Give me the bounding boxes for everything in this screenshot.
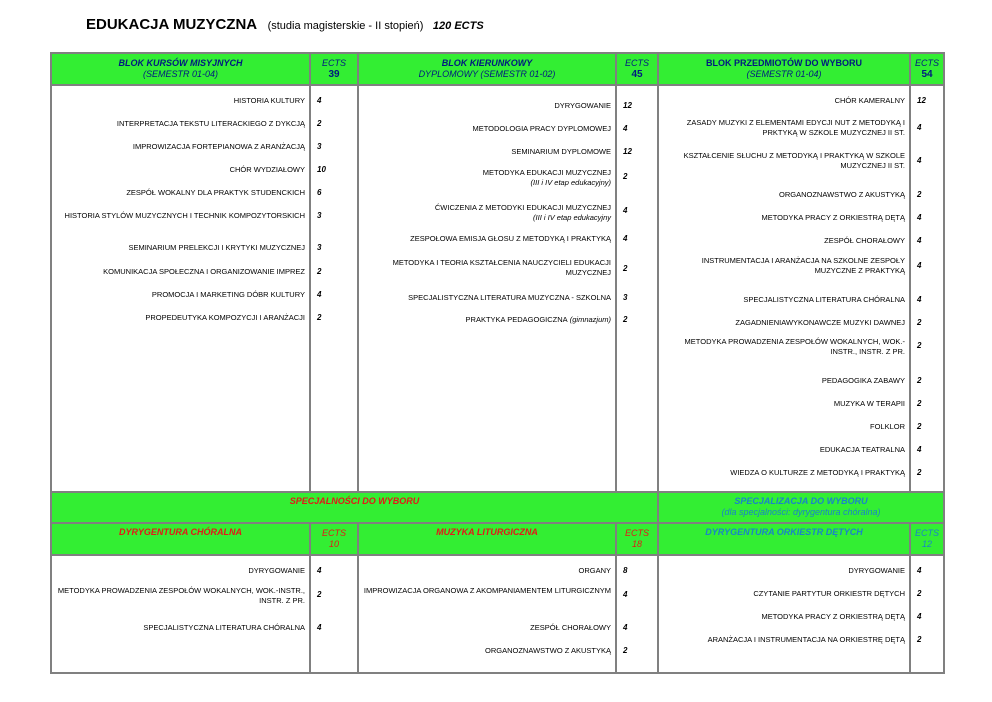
course-name xyxy=(659,376,909,386)
ects-label: ECTS xyxy=(624,58,649,68)
course-name xyxy=(52,211,309,221)
course-name xyxy=(659,468,909,478)
course-name-text: KSZTAŁCENIE SŁUCHU Z METODYKĄ I PRAKTYKĄ W SZKOLE MUZYCZNEJ II ST. xyxy=(683,151,905,170)
course-ects: 4 xyxy=(917,445,922,454)
specialty-header-row xyxy=(51,492,944,523)
course-name-text: KOMUNIKACJA SPOŁECZNA I ORGANIZOWANIE IMPREZ xyxy=(103,267,305,276)
total-ects: 120 ECTS xyxy=(432,20,484,32)
specialization-title-text: SPECJALIZACJA DO WYBORU xyxy=(734,496,868,506)
course-name-text: ORGANY xyxy=(578,566,611,575)
course-name-text: METODOLOGIA PRACY DYPLOMOWEJ xyxy=(472,124,611,133)
course-name-text: ZASADY MUZYKI Z ELEMENTAMI EDYCJI NUT Z METODYKĄ I PRKTYKĄ W SZKOLE MUZYCZNEJ II ST. xyxy=(686,118,905,137)
course-ects: 3 xyxy=(317,142,322,151)
course-name xyxy=(659,151,909,171)
ects-value: 18 xyxy=(631,539,642,549)
specialization-title xyxy=(658,492,944,523)
course-name xyxy=(359,101,615,111)
course-ects: 4 xyxy=(317,623,322,632)
ects-label: ECTS xyxy=(321,528,346,538)
course-name xyxy=(659,337,909,357)
course-list-cell-wybor xyxy=(658,85,910,492)
course-ects: 2 xyxy=(917,399,922,408)
course-name xyxy=(52,566,309,576)
course-ects: 2 xyxy=(917,341,922,350)
course-name-text: ARANŻACJA I INSTRUMENTACJA NA ORKIESTRĘ DĘTĄ xyxy=(707,635,905,644)
course-ects-cell-kierunkowy xyxy=(616,85,658,492)
course-note: (III i IV etap edukacyjny) xyxy=(530,178,611,187)
course-name xyxy=(659,256,909,276)
course-name-text: IMPROWIZACJA ORGANOWA Z AKOMPANIAMENTEM LITURGICZNYM xyxy=(363,586,611,595)
document-title xyxy=(86,16,484,34)
specialty-title: DYRYGENTURA CHÓRALNA xyxy=(118,527,242,537)
specialty-title: DYRYGENTURA ORKIESTR DĘTYCH xyxy=(705,527,863,537)
course-name-text: ZESPÓŁ CHORAŁOWY xyxy=(824,236,905,245)
course-name-text: SEMINARIUM PRELEKCJI I KRYTYKI MUZYCZNEJ xyxy=(128,243,305,252)
course-name-text: ZESPOŁOWA EMISJA GŁOSU Z METODYKĄ I PRAKTYKĄ xyxy=(410,234,611,243)
course-name xyxy=(52,313,309,323)
course-name-text: ZAGADNIENIAWYKONAWCZE MUZYKI DAWNEJ xyxy=(735,318,905,327)
course-ects: 2 xyxy=(917,422,922,431)
course-name-text: METODYKA PROWADZENIA ZESPOŁÓW WOKALNYCH, WOK.-INSTR., INSTR. Z PR. xyxy=(684,337,905,356)
course-name xyxy=(659,96,909,106)
page-subtitle: (studia magisterskie - II stopień) xyxy=(267,20,424,32)
specialty-header-orkiestr xyxy=(658,523,910,555)
course-name xyxy=(659,118,909,138)
block-semester: (SEMESTR 01-04) xyxy=(142,69,219,79)
course-name-text: METODYKA EDUKACJI MUZYCZNEJ xyxy=(482,168,611,177)
course-name xyxy=(359,258,615,278)
course-ects: 4 xyxy=(623,590,628,599)
block-header-misyjny xyxy=(51,53,310,85)
course-ects: 4 xyxy=(917,123,922,132)
course-ects: 12 xyxy=(917,96,926,105)
course-name-text: HISTORIA KULTURY xyxy=(233,96,305,105)
course-name-text: METODYKA I TEORIA KSZTAŁCENIA NAUCZYCIELI EDUKACJI MUZYCZNEJ xyxy=(392,258,611,277)
course-name-text: SEMINARIUM DYPLOMOWE xyxy=(511,147,611,156)
course-ects: 4 xyxy=(317,290,322,299)
course-ects-cell-orkiestr xyxy=(910,555,944,673)
course-name-text: HISTORIA STYLÓW MUZYCZNYCH I TECHNIK KOMPOZYTORSKICH xyxy=(64,211,305,220)
course-name-text: WIEDZA O KULTURZE Z METODYKĄ I PRAKTYKĄ xyxy=(730,468,905,477)
course-ects: 2 xyxy=(623,264,628,273)
curriculum-table xyxy=(50,52,945,674)
course-name xyxy=(52,623,309,633)
course-list-cell-liturgiczna xyxy=(358,555,616,673)
course-ects: 8 xyxy=(623,566,628,575)
course-name xyxy=(659,318,909,328)
course-ects: 2 xyxy=(917,318,922,327)
course-ects: 4 xyxy=(917,295,922,304)
course-ects: 3 xyxy=(623,293,628,302)
course-name xyxy=(659,213,909,223)
course-ects: 2 xyxy=(917,635,922,644)
course-name xyxy=(359,147,615,157)
course-ects: 4 xyxy=(917,612,922,621)
course-ects: 2 xyxy=(623,315,628,324)
course-name xyxy=(359,203,615,223)
course-name-text: ZESPÓŁ CHORAŁOWY xyxy=(530,623,611,632)
course-name-text: CZYTANIE PARTYTUR ORKIESTR DĘTYCH xyxy=(753,589,905,598)
course-ects-cell-misyjny xyxy=(310,85,358,492)
ects-label: ECTS xyxy=(914,58,939,68)
course-ects: 4 xyxy=(917,566,922,575)
block-header-row xyxy=(51,53,944,85)
block-body-row xyxy=(51,85,944,492)
course-list-cell-misyjny xyxy=(51,85,310,492)
course-name xyxy=(359,315,615,325)
specialty-ects-liturgiczna xyxy=(616,523,658,555)
course-ects: 4 xyxy=(917,213,922,222)
course-ects: 4 xyxy=(623,124,628,133)
block-ects-wybor xyxy=(910,53,944,85)
course-name xyxy=(359,124,615,134)
course-ects: 10 xyxy=(317,165,326,174)
course-name xyxy=(52,188,309,198)
course-ects: 2 xyxy=(917,190,922,199)
course-ects: 4 xyxy=(317,566,322,575)
block-title: BLOK KURSÓW MISYJNYCH xyxy=(118,58,243,68)
course-name xyxy=(659,236,909,246)
course-ects: 12 xyxy=(623,101,632,110)
course-ects: 4 xyxy=(317,96,322,105)
course-name-text: METODYKA PRACY Z ORKIESTRĄ DĘTĄ xyxy=(761,612,905,621)
course-ects-cell-wybor xyxy=(910,85,944,492)
course-ects-cell-liturgiczna xyxy=(616,555,658,673)
course-ects: 2 xyxy=(917,589,922,598)
ects-label: ECTS xyxy=(321,58,346,68)
course-name-text: ORGANOZNAWSTWO Z AKUSTYKĄ xyxy=(485,646,611,655)
course-ects: 2 xyxy=(317,313,322,322)
course-name xyxy=(359,646,615,656)
course-name xyxy=(52,586,309,606)
course-name-text: CHÓR KAMERALNY xyxy=(834,96,905,105)
specialization-note: (dla specjalności: dyrygentura chóralna) xyxy=(721,507,881,517)
course-name-text: METODYKA PRACY Z ORKIESTRĄ DĘTĄ xyxy=(761,213,905,222)
course-ects: 12 xyxy=(623,147,632,156)
course-name xyxy=(52,96,309,106)
course-name-text: ĆWICZENIA Z METODYKI EDUKACJI MUZYCZNEJ xyxy=(434,203,611,212)
course-name-text: SPECJALISTYCZNA LITERATURA CHÓRALNA xyxy=(143,623,305,632)
course-name xyxy=(52,267,309,277)
course-ects: 2 xyxy=(317,267,322,276)
course-name-text: FOLKLOR xyxy=(869,422,905,431)
course-name xyxy=(659,295,909,305)
course-name-text: ORGANOZNAWSTWO Z AKUSTYKĄ xyxy=(779,190,905,199)
specialty-ects-orkiestr xyxy=(910,523,944,555)
course-list-cell-orkiestr xyxy=(658,555,910,673)
course-note: (gimnazjum) xyxy=(567,315,611,324)
block-title: BLOK PRZEDMIOTÓW DO WYBORU xyxy=(706,58,862,68)
specialties-title xyxy=(51,492,658,523)
ects-value: 54 xyxy=(921,69,933,80)
course-note: (III i IV etap edukacyjny xyxy=(533,213,611,222)
course-ects: 4 xyxy=(917,236,922,245)
course-name xyxy=(359,623,615,633)
specialty-body-row xyxy=(51,555,944,673)
course-name xyxy=(52,142,309,152)
course-name-text: SPECJALISTYCZNA LITERATURA CHÓRALNA xyxy=(743,295,905,304)
course-name-text: PROMOCJA I MARKETING DÓBR KULTURY xyxy=(151,290,305,299)
block-ects-kierunkowy xyxy=(616,53,658,85)
course-ects-cell-choralna xyxy=(310,555,358,673)
course-name xyxy=(359,168,615,188)
course-name xyxy=(52,243,309,253)
course-ects: 4 xyxy=(623,206,628,215)
course-ects: 4 xyxy=(623,234,628,243)
course-name-text: METODYKA PROWADZENIA ZESPOŁÓW WOKALNYCH, WOK.-INSTR., INSTR. Z PR. xyxy=(57,586,305,605)
course-name-text: INSTRUMENTACJA I ARANŻACJA NA SZKOLNE ZESPOŁY MUZYCZNE Z PRAKTYKĄ xyxy=(701,256,905,275)
block-semester: DYPLOMOWY (SEMESTR 01-02) xyxy=(418,69,556,79)
ects-value: 45 xyxy=(631,69,643,80)
course-name-text: DYRYGOWANIE xyxy=(554,101,611,110)
course-ects: 2 xyxy=(623,646,628,655)
course-name xyxy=(359,293,615,303)
course-ects: 2 xyxy=(917,376,922,385)
course-ects: 4 xyxy=(917,156,922,165)
course-name-text: IMPROWIZACJA FORTEPIANOWA Z ARANŻACJĄ xyxy=(132,142,305,151)
course-ects: 6 xyxy=(317,188,322,197)
course-name xyxy=(52,165,309,175)
course-name-text: DYRYGOWANIE xyxy=(848,566,905,575)
course-name xyxy=(659,589,909,599)
course-name xyxy=(659,566,909,576)
course-name-text: EDUKACJA TEATRALNA xyxy=(819,445,905,454)
course-ects: 2 xyxy=(317,119,322,128)
block-header-wybor xyxy=(658,53,910,85)
course-ects: 2 xyxy=(317,590,322,599)
course-name xyxy=(659,612,909,622)
course-name xyxy=(52,119,309,129)
specialty-header-choralna xyxy=(51,523,310,555)
course-name-text: CHÓR WYDZIAŁOWY xyxy=(229,165,305,174)
ects-value: 39 xyxy=(328,69,340,80)
course-ects: 4 xyxy=(917,261,922,270)
course-name xyxy=(52,290,309,300)
course-name xyxy=(659,399,909,409)
course-name-text: INTERPRETACJA TEKSTU LITERACKIEGO Z DYKCJĄ xyxy=(116,119,305,128)
specialty-subheader-row xyxy=(51,523,944,555)
ects-value: 10 xyxy=(328,539,339,549)
specialty-title: MUZYKA LITURGICZNA xyxy=(436,527,538,537)
course-name-text: DYRYGOWANIE xyxy=(248,566,305,575)
course-name-text: PROPEDEUTYKA KOMPOZYCJI I ARANŻACJI xyxy=(145,313,305,322)
block-header-kierunkowy xyxy=(358,53,616,85)
course-ects: 3 xyxy=(317,211,322,220)
ects-label: ECTS xyxy=(624,528,649,538)
block-ects-misyjny xyxy=(310,53,358,85)
specialty-header-liturgiczna xyxy=(358,523,616,555)
course-name xyxy=(359,234,615,244)
block-semester: (SEMESTR 01-04) xyxy=(746,69,822,79)
ects-value: 12 xyxy=(921,539,932,549)
course-name-text: PRAKTYKA PEDAGOGICZNA xyxy=(465,315,568,324)
course-name xyxy=(659,635,909,645)
course-name xyxy=(659,422,909,432)
course-ects: 2 xyxy=(623,172,628,181)
course-ects: 4 xyxy=(623,623,628,632)
course-name-text: ZESPÓŁ WOKALNY DLA PRAKTYK STUDENCKICH xyxy=(126,188,305,197)
page-title: EDUKACJA MUZYCZNA xyxy=(86,16,258,33)
block-title: BLOK KIERUNKOWY xyxy=(441,58,533,68)
course-name xyxy=(659,445,909,455)
ects-label: ECTS xyxy=(914,528,939,538)
specialty-ects-choralna xyxy=(310,523,358,555)
specialties-title-text: SPECJALNOŚCI DO WYBORU xyxy=(289,496,420,506)
course-name xyxy=(359,586,615,596)
course-list-cell-choralna xyxy=(51,555,310,673)
course-name-text: SPECJALISTYCZNA LITERATURA MUZYCZNA - SZKOLNA xyxy=(408,293,611,302)
course-name xyxy=(659,190,909,200)
course-name-text: MUZYKA W TERAPII xyxy=(833,399,905,408)
course-ects: 3 xyxy=(317,243,322,252)
course-name xyxy=(359,566,615,576)
course-list-cell-kierunkowy xyxy=(358,85,616,492)
course-name-text: PEDAGOGIKA ZABAWY xyxy=(821,376,905,385)
course-ects: 2 xyxy=(917,468,922,477)
